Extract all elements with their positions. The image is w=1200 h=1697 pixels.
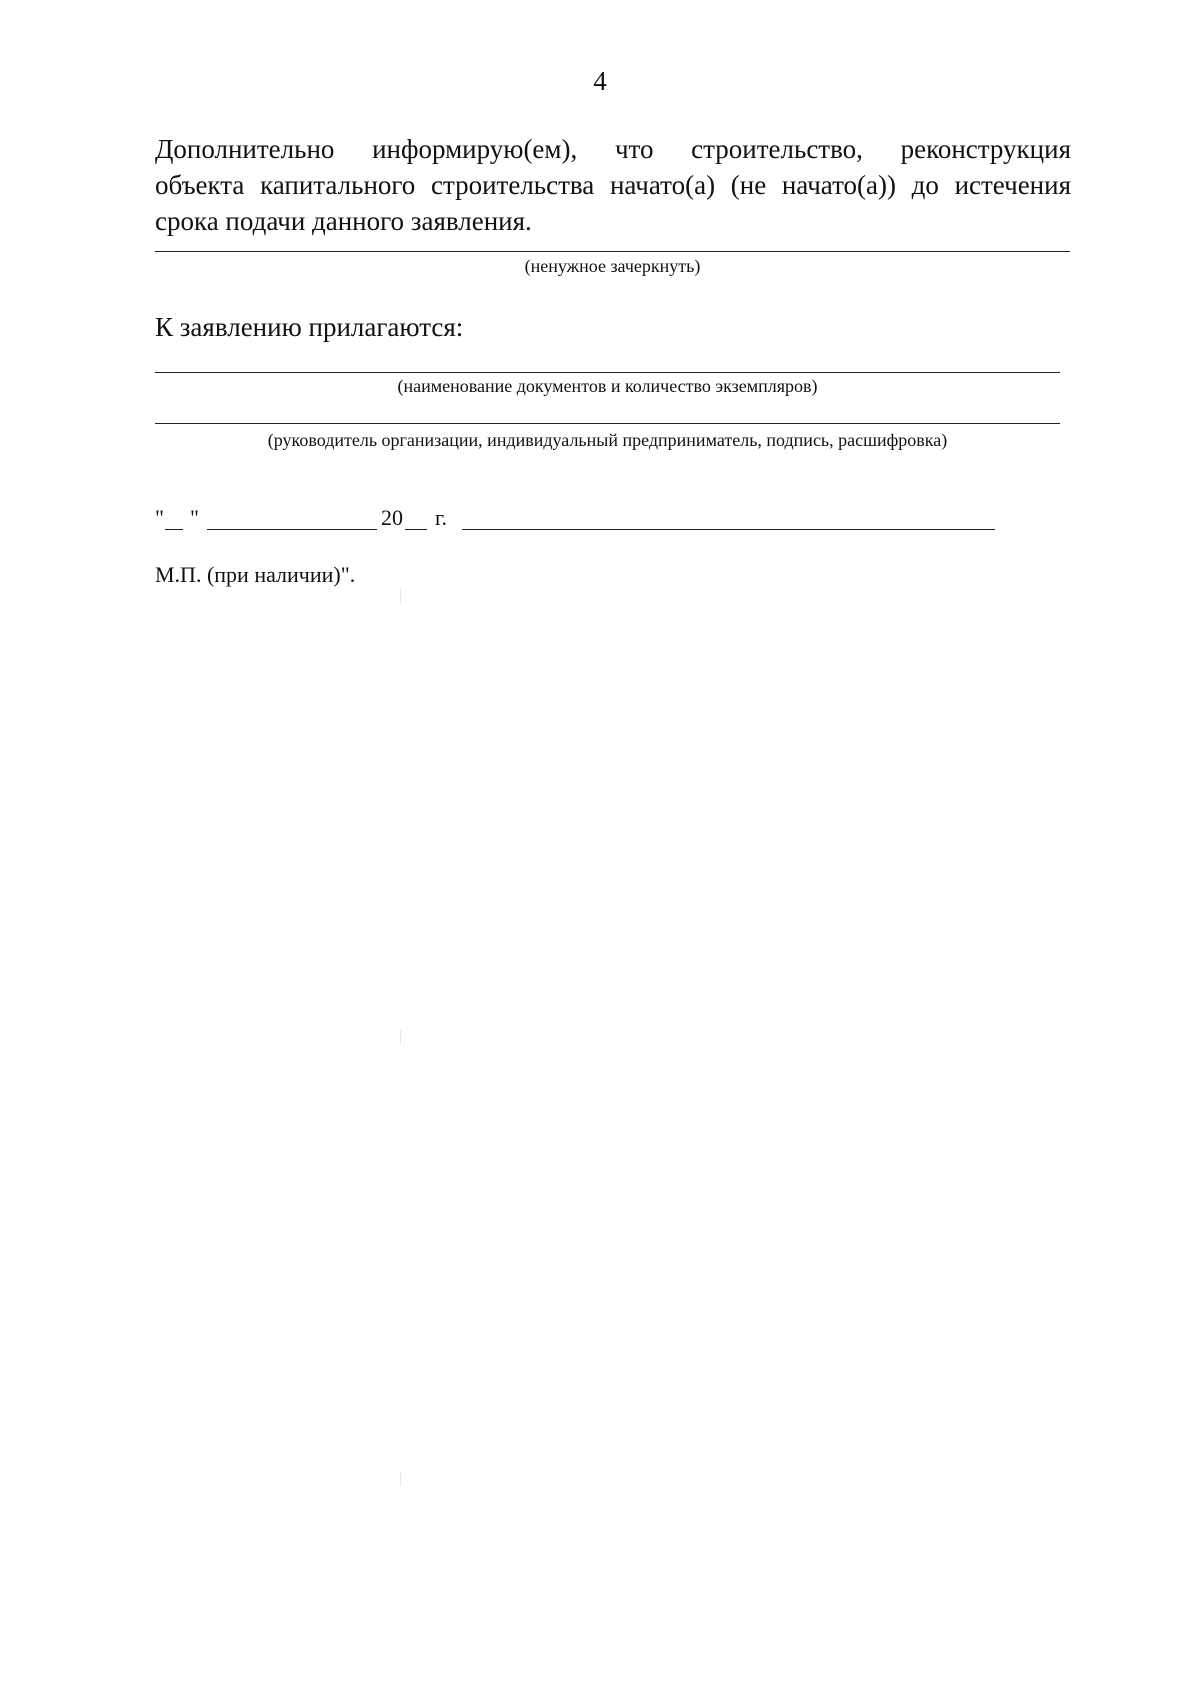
attachments-heading: К заявлению прилагаются: <box>155 312 464 342</box>
signatory-caption: (руководитель организации, индивидуальный предприниматель, подпись, расшифровка) <box>267 430 948 450</box>
documents-caption: (наименование документов и количество экземпляров) <box>397 376 818 396</box>
scan-artifact-3 <box>400 1472 401 1486</box>
scan-artifact-1 <box>400 589 401 603</box>
day-blank <box>165 529 183 530</box>
year-blank <box>405 529 427 530</box>
year-prefix: 20 <box>381 505 403 530</box>
documents-rule <box>155 372 1060 373</box>
strike-note-caption: (ненужное зачеркнуть) <box>524 256 701 276</box>
date-row <box>155 505 995 535</box>
stamp-note: М.П. (при наличии)". <box>155 562 356 587</box>
notice-paragraph <box>155 131 1071 239</box>
notice-line-2: объекта капитального строительства начато(а) (не начато(а)) до истечения <box>155 170 1071 200</box>
page-number: 4 <box>593 66 607 96</box>
date-close-quote: " <box>190 505 199 530</box>
date-signature-blank <box>462 529 995 530</box>
scan-artifact-2 <box>400 1030 401 1044</box>
notice-line-1: Дополнительно информирую(ем), что строительство, реконструкция <box>155 134 1071 164</box>
year-suffix: г. <box>435 505 448 530</box>
strike-note-rule <box>155 251 1070 252</box>
signatory-rule <box>155 423 1060 424</box>
month-blank <box>207 529 377 530</box>
date-open-quote: " <box>155 505 164 530</box>
notice-line-3: срока подачи данного заявления. <box>155 206 532 236</box>
